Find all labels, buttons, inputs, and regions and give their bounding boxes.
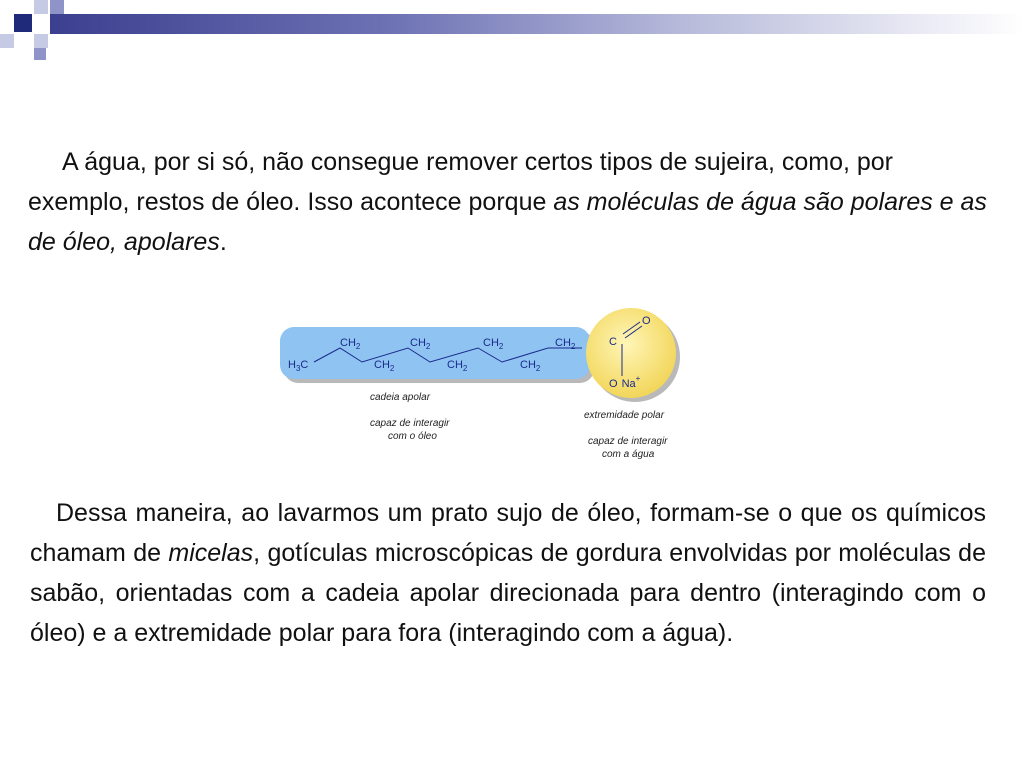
atom-h3c: $H_3C$ xyxy=(288,359,309,373)
decor-square-light xyxy=(0,34,14,48)
micelle-term: micelas xyxy=(168,539,254,567)
micelle-paragraph xyxy=(30,493,986,653)
soap-molecule-svg xyxy=(270,300,710,475)
intro-period: . xyxy=(219,228,227,256)
intro-paragraph xyxy=(28,142,988,262)
decor-square-light xyxy=(34,34,48,48)
chain-label: cadeia apolar xyxy=(370,392,431,403)
soap-molecule-diagram xyxy=(270,300,710,475)
micelle-text-start: Dessa maneira, ao lavarmos um prato sujo de óleo, formam-se o que os químicos chamam de xyxy=(30,499,986,567)
atom-oxygen-double: O xyxy=(642,315,651,327)
polar-caption-line2: com a água xyxy=(602,449,655,460)
decor-square-dark xyxy=(14,14,32,32)
polar-caption-line1: capaz de interagir xyxy=(588,436,668,447)
decor-square-mid xyxy=(50,0,64,14)
atom-ch2: $CH_2$ xyxy=(410,337,431,351)
chain-caption-line2: com o óleo xyxy=(388,431,437,442)
atom-ch2: $CH_2$ xyxy=(447,359,468,373)
atom-ch2: $CH_2$ xyxy=(374,359,395,373)
atom-ch2: $CH_2$ xyxy=(483,337,504,351)
atom-ch2: $CH_2$ xyxy=(340,337,361,351)
atom-oxygen-single: O Na+ xyxy=(609,374,641,390)
header-gradient-bar xyxy=(50,14,1024,34)
micelle-text-end: , gotículas microscópicas de gordura envolvidas por moléculas de sabão, orientadas com a cadeia apolar direcionada para dentro (interagindo com o óleo) e a extremidade polar para fora (interagindo com a água). xyxy=(30,539,986,647)
atom-carbon: C xyxy=(609,336,617,348)
intro-emphasis: as moléculas de água são polares e as de óleo, apolares xyxy=(28,188,987,256)
nonpolar-chain-shape xyxy=(280,327,590,379)
atom-ch2: $CH_2$ xyxy=(520,359,541,373)
atom-ch2: $CH_2$ xyxy=(555,337,576,351)
intro-text: A água, por si só, não consegue remover certos tipos de sujeira, como, por exemplo, restos de óleo. Isso acontece porque xyxy=(28,148,894,216)
decor-square-mid xyxy=(34,48,46,60)
polar-label: extremidade polar xyxy=(584,410,665,421)
decor-square-light xyxy=(34,0,48,14)
chain-caption-line1: capaz de interagir xyxy=(370,418,450,429)
